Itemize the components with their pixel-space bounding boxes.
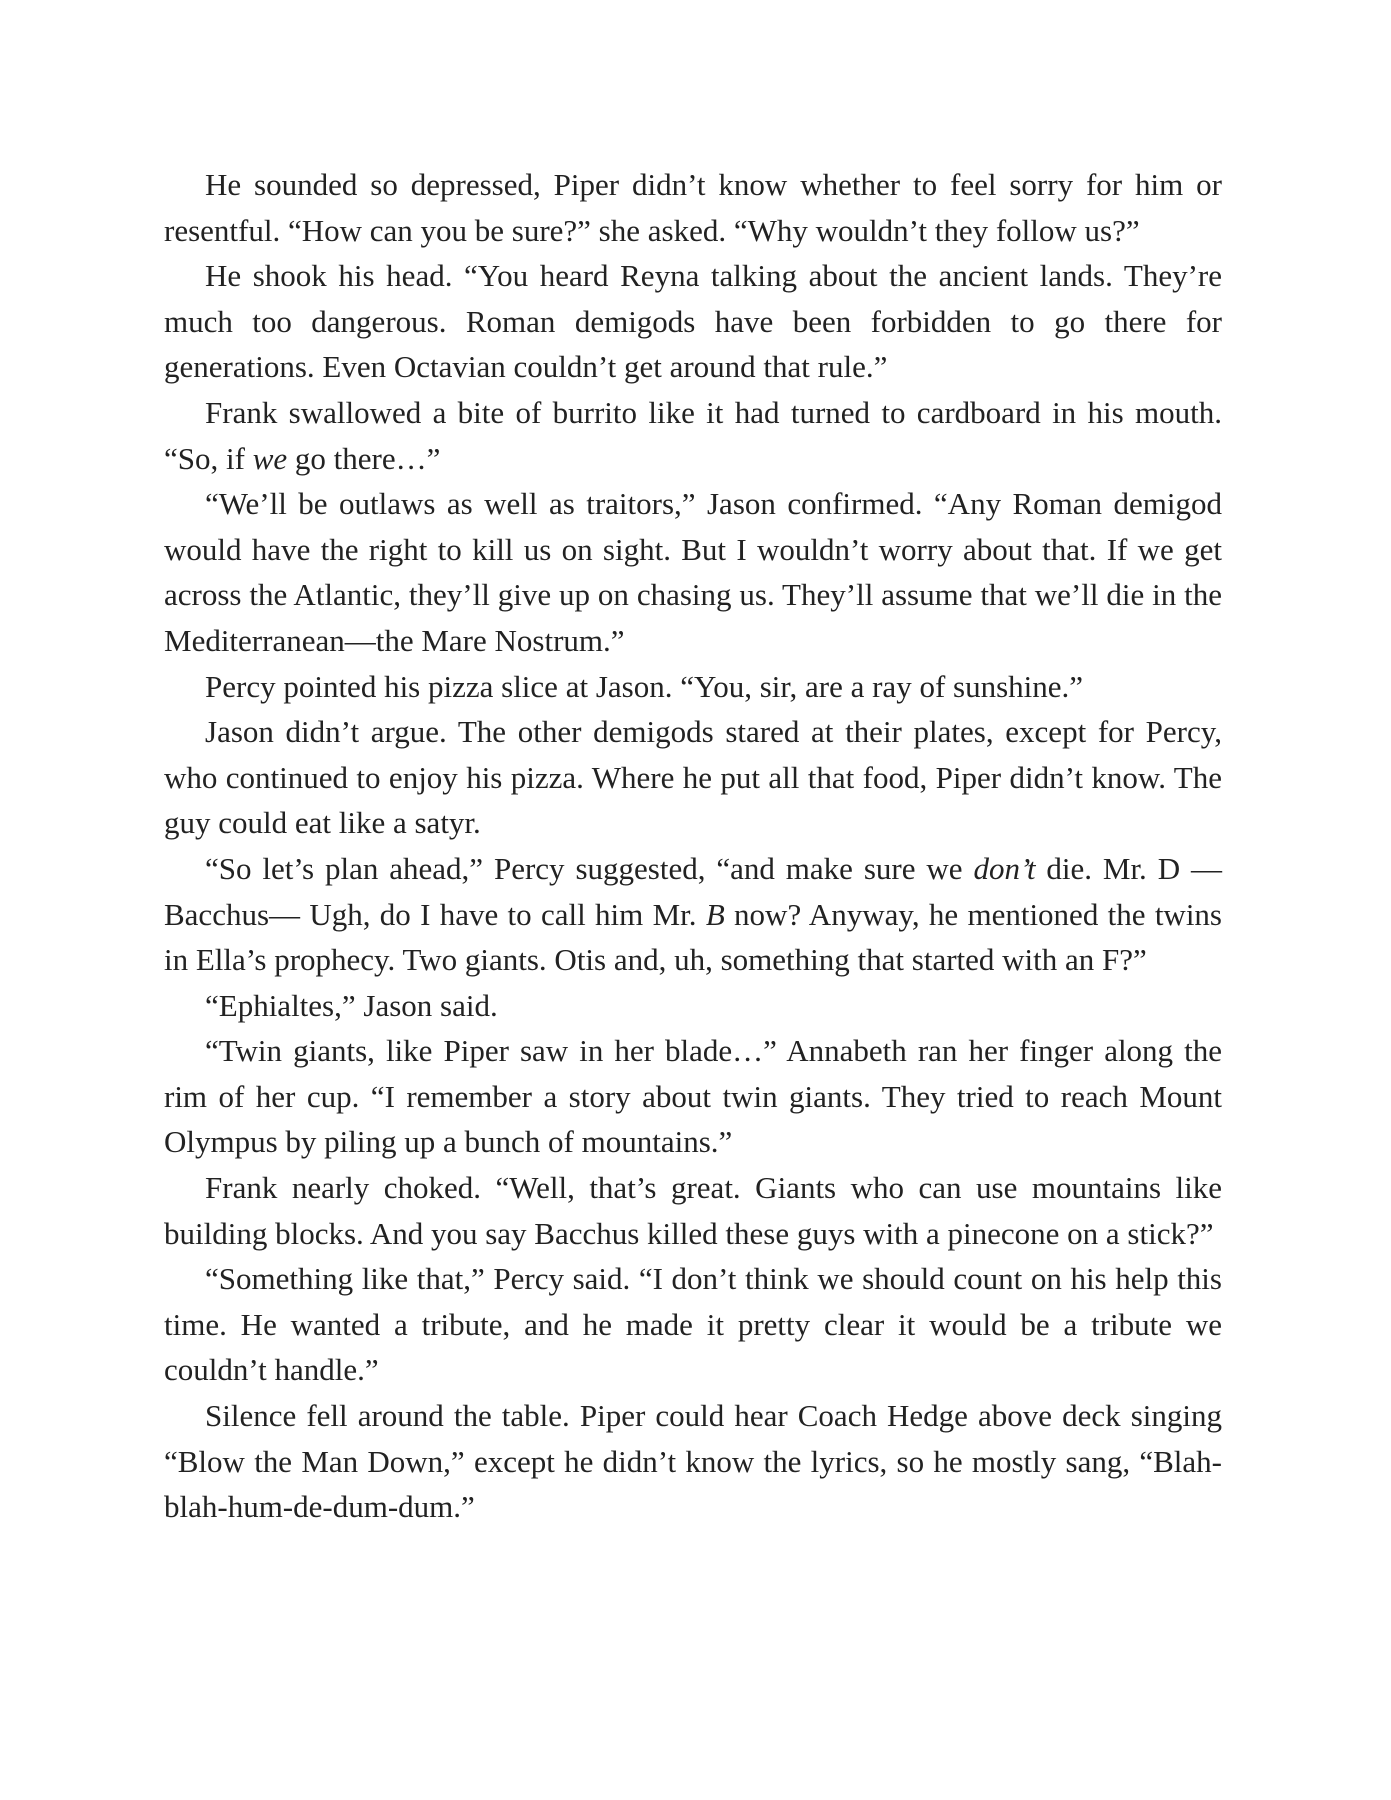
paragraph (164, 846, 1222, 983)
paragraph (164, 709, 1222, 846)
paragraph-text: “So let’s plan ahead,” Percy suggested, “and make sure we (205, 850, 974, 886)
paragraph-text: Frank swallowed a bite of burrito like it had turned to cardboard in his mouth. “So, if (164, 394, 1222, 476)
paragraph (164, 253, 1222, 390)
paragraph (164, 1028, 1222, 1165)
paragraph-text: Percy pointed his pizza slice at Jason. “You, sir, are a ray of sunshine.” (205, 668, 1084, 704)
paragraph-text: Silence fell around the table. Piper could hear Coach Hedge above deck singing “Blow the Man Down,” except he didn’t know the lyrics, so he mostly sang, “Blah-blah-hum-de-dum-dum.” (164, 1398, 1222, 1525)
paragraph (164, 481, 1222, 663)
paragraph (164, 983, 1222, 1029)
paragraph-text: “We’ll be outlaws as well as traitors,” Jason confirmed. “Any Roman demigod would have the right to kill us on sight. But I wouldn’t worry about that. If we get across the Atlantic, they’ll give up on chasing us. They’ll assume that we’ll die in the Mediterranean—the Mare Nostrum.” (164, 486, 1222, 658)
paragraph-text: die. Mr. D —Bacchus— Ugh, do I have to call him Mr. (164, 850, 1223, 932)
italic-text: B (705, 896, 725, 932)
paragraph-text: “Twin giants, like Piper saw in her blade…” Annabeth ran her finger along the rim of her cup. “I remember a story about twin giants. They tried to reach Mount Olympus by piling up a bunch of mountains.” (164, 1033, 1222, 1160)
italic-text: we (252, 440, 288, 476)
paragraph-text: Frank nearly choked. “Well, that’s great. Giants who can use mountains like building blocks. And you say Bacchus killed these guys with a pinecone on a stick?” (164, 1170, 1222, 1251)
paragraph (164, 1256, 1222, 1393)
paragraph-text: “Ephialtes,” Jason said. (205, 987, 498, 1023)
paragraph-text: Jason didn’t argue. The other demigods stared at their plates, except for Percy, who continued to enjoy his pizza. Where he put all that food, Piper didn’t know. The guy could eat like a satyr. (164, 714, 1222, 841)
paragraph (164, 162, 1222, 253)
paragraph-text: He shook his head. “You heard Reyna talking about the ancient lands. They’re much too dangerous. Roman demigods have been forbidden to go there for generations. Even Octavian couldn’t get around that rule.” (164, 258, 1222, 385)
paragraph-text: He sounded so depressed, Piper didn’t know whether to feel sorry for him or resentful. “How can you be sure?” she asked. “Why wouldn’t they follow us?” (164, 167, 1222, 248)
paragraph (164, 1165, 1222, 1256)
paragraph-text: go there…” (287, 440, 441, 476)
italic-text: don’t (973, 850, 1036, 886)
paragraph (164, 390, 1222, 481)
page-body (164, 162, 1222, 1530)
paragraph (164, 1393, 1222, 1530)
paragraph (164, 664, 1222, 710)
paragraph-text: now? Anyway, he mentioned the twins in Ella’s prophecy. Two giants. Otis and, uh, something that started with an F?” (164, 896, 1222, 978)
paragraph-text: “Something like that,” Percy said. “I don’t think we should count on his help this time. He wanted a tribute, and he made it pretty clear it would be a tribute we couldn’t handle.” (164, 1261, 1222, 1388)
